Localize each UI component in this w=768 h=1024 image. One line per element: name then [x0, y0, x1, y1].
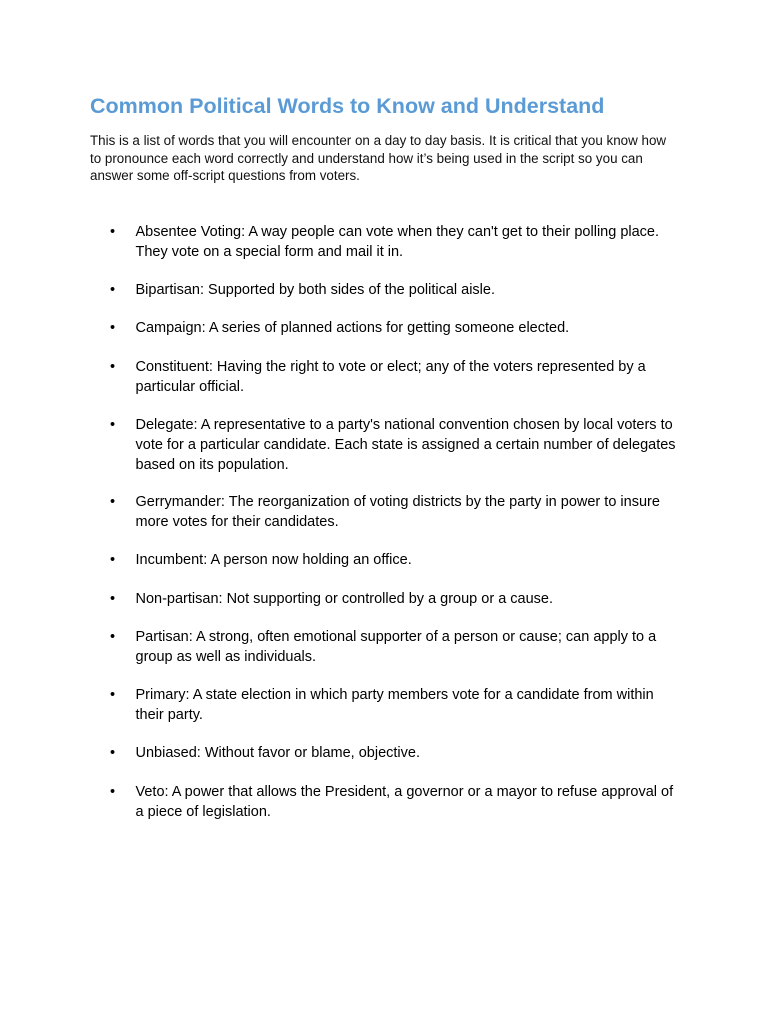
bullet-icon: •	[110, 552, 116, 568]
bullet-icon: •	[110, 417, 116, 433]
term-definition: Partisan: A strong, often emotional supporter of a person or cause; can apply to a group as well as individuals.	[135, 629, 657, 665]
intro-paragraph: This is a list of words that you will encounter on a day to day basis. It is critical that you know how to pronounce each word correctly and understand how it’s being used in the script so you can answer some off-script questions from voters.	[90, 133, 667, 183]
term-definition: Constituent: Having the right to vote or elect; any of the voters represented by a particular official.	[135, 359, 646, 395]
term-definition: Campaign: A series of planned actions for getting someone elected.	[135, 320, 570, 336]
term-definition: Absentee Voting: A way people can vote when they can't get to their polling place. They vote on a special form and mail it in.	[135, 224, 660, 260]
bullet-icon: •	[110, 282, 116, 298]
bullet-icon: •	[110, 591, 116, 607]
term-definition: Primary: A state election in which party members vote for a candidate from within their party.	[135, 687, 654, 723]
bullet-icon: •	[110, 784, 116, 800]
page-title: Common Political Words to Know and Understand	[90, 94, 605, 118]
term-definition: Unbiased: Without favor or blame, objective.	[135, 745, 420, 761]
term-definition: Delegate: A representative to a party's national convention chosen by local voters to vote for a particular candidate. Each state is assigned a certain number of delegates based on its population.	[135, 417, 676, 473]
bullet-icon: •	[110, 320, 116, 336]
term-definition: Non-partisan: Not supporting or controlled by a group or a cause.	[135, 591, 554, 607]
bullet-icon: •	[110, 224, 116, 240]
bullet-icon: •	[110, 745, 116, 761]
bullet-icon: •	[110, 687, 116, 703]
term-definition: Bipartisan: Supported by both sides of the political aisle.	[135, 282, 495, 298]
bullet-icon: •	[110, 629, 116, 645]
bullet-icon: •	[110, 494, 116, 510]
term-definition: Gerrymander: The reorganization of voting districts by the party in power to insure more votes for their candidates.	[135, 494, 660, 530]
term-definition: Incumbent: A person now holding an office.	[135, 552, 412, 568]
term-definition: Veto: A power that allows the President, a governor or a mayor to refuse approval of a piece of legislation.	[135, 784, 674, 820]
bullet-icon: •	[110, 359, 116, 375]
